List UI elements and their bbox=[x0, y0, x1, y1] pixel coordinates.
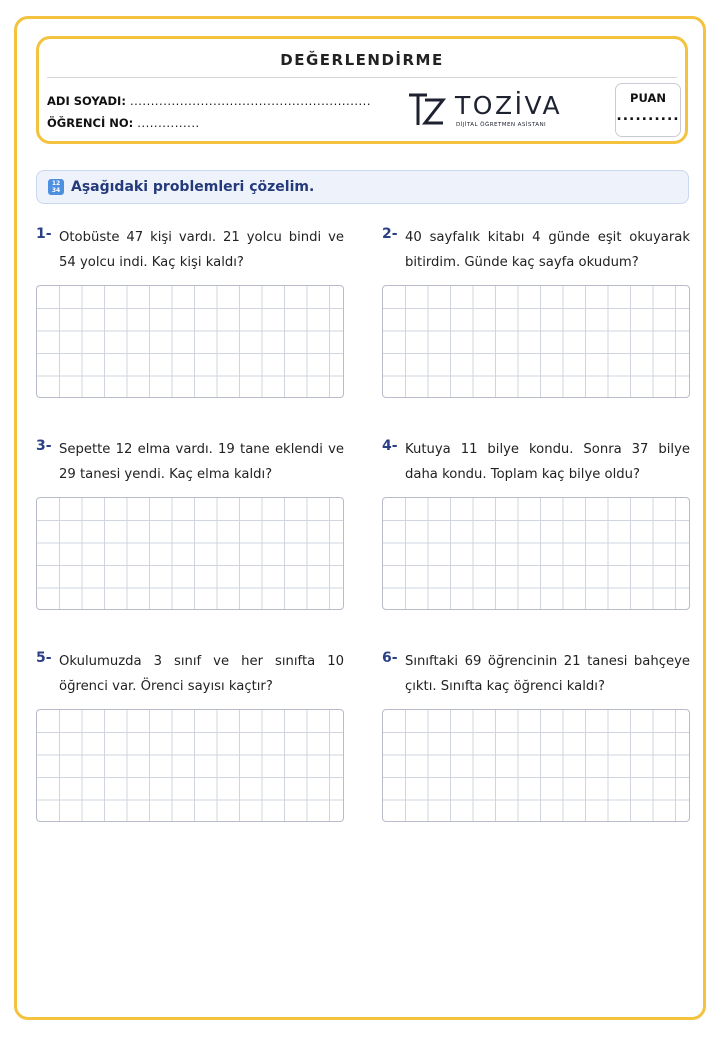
page-title: DEĞERLENDİRME bbox=[280, 51, 444, 69]
problem-number: 6- bbox=[382, 650, 398, 666]
answer-grid-4[interactable] bbox=[382, 497, 690, 610]
grid-lines bbox=[383, 286, 689, 397]
problem-text: Sepette 12 elma vardı. 19 tane eklendi ve 29 tanesi yendi. Kaç elma kaldı? bbox=[59, 442, 344, 482]
numbers-icon-text: 12 34 bbox=[51, 180, 61, 194]
problem-number: 3- bbox=[36, 438, 52, 454]
score-label: PUAN bbox=[630, 91, 666, 105]
problem-number: 5- bbox=[36, 650, 52, 666]
numbers-icon bbox=[48, 179, 64, 195]
problem-number: 1- bbox=[36, 226, 52, 242]
problem-number: 2- bbox=[382, 226, 398, 242]
header-divider bbox=[47, 77, 677, 78]
name-field[interactable] bbox=[47, 94, 371, 108]
name-blank[interactable]: .......................................................... bbox=[129, 94, 371, 108]
instruction-text: Aşağıdaki problemleri çözelim. bbox=[71, 179, 315, 195]
student-no-field[interactable] bbox=[47, 116, 200, 130]
name-label: ADI SOYADI: bbox=[47, 94, 126, 108]
answer-grid-3[interactable] bbox=[36, 497, 344, 610]
problem-text: Otobüste 47 kişi vardı. 21 yolcu bindi ve 54 yolcu indi. Kaç kişi kaldı? bbox=[59, 230, 344, 270]
logo-name: TOZİVA bbox=[455, 91, 563, 120]
grid-lines bbox=[383, 498, 689, 609]
tz-logo-mark-icon bbox=[407, 91, 447, 129]
logo-subtitle: DİJİTAL ÖĞRETMEN ASİSTANI bbox=[456, 122, 547, 128]
problem-number: 4- bbox=[382, 438, 398, 454]
grid-lines bbox=[37, 286, 343, 397]
student-no-blank[interactable]: ............... bbox=[137, 116, 200, 130]
score-box[interactable] bbox=[615, 83, 681, 137]
evaluation-header bbox=[36, 36, 688, 144]
student-no-label: ÖĞRENCİ NO: bbox=[47, 116, 134, 130]
grid-lines bbox=[383, 710, 689, 821]
instruction-bar bbox=[36, 170, 689, 204]
problem-text: Kutuya 11 bilye kondu. Sonra 37 bilye daha kondu. Toplam kaç bilye oldu? bbox=[405, 442, 690, 482]
problem-text: 40 sayfalık kitabı 4 günde eşit okuyarak bitirdim. Günde kaç sayfa okudum? bbox=[405, 230, 690, 270]
answer-grid-6[interactable] bbox=[382, 709, 690, 822]
toziva-logo bbox=[407, 91, 567, 133]
answer-grid-5[interactable] bbox=[36, 709, 344, 822]
problem-text: Okulumuzda 3 sınıf ve her sınıfta 10 öğrenci var. Örenci sayısı kaçtır? bbox=[59, 654, 344, 694]
grid-lines bbox=[37, 498, 343, 609]
answer-grid-1[interactable] bbox=[36, 285, 344, 398]
problem-text: Sınıftaki 69 öğrencinin 21 tanesi bahçeye çıktı. Sınıfta kaç öğrenci kaldı? bbox=[405, 654, 690, 694]
grid-lines bbox=[37, 710, 343, 821]
answer-grid-2[interactable] bbox=[382, 285, 690, 398]
score-blank[interactable]: .......... bbox=[616, 108, 680, 124]
